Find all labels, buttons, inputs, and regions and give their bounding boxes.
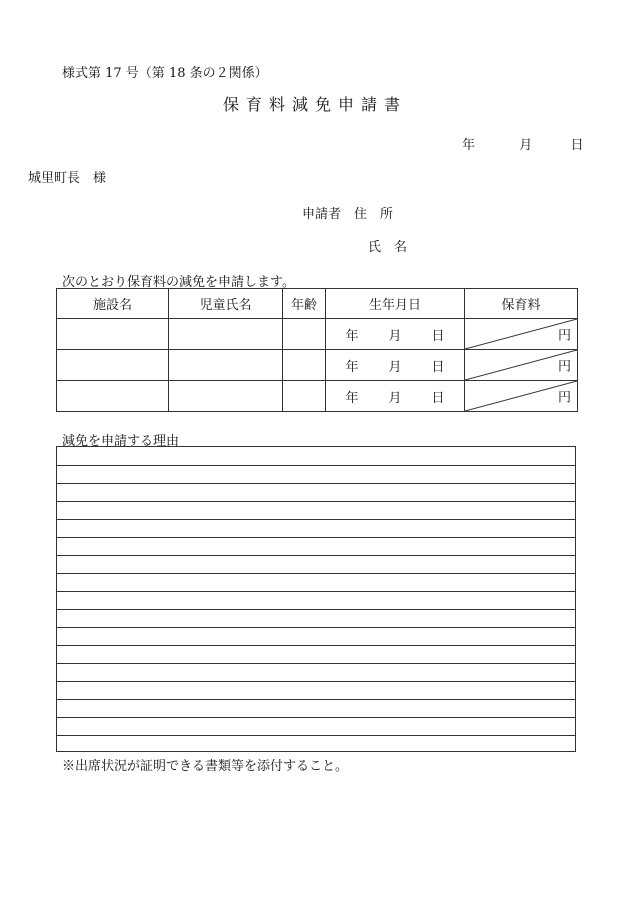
header-child-name: 児童氏名 [169, 289, 283, 319]
reason-ruled-line [57, 663, 575, 664]
document-title: 保育料減免申請書 [222, 95, 407, 114]
table-row [57, 350, 578, 381]
reason-ruled-line [57, 627, 575, 628]
reason-ruled-line [57, 645, 575, 646]
header-age: 年齢 [283, 289, 326, 319]
submission-date [462, 134, 584, 153]
table-header-row [57, 289, 578, 319]
birth-month-label: 月 [388, 390, 402, 406]
reason-ruled-line [57, 609, 575, 610]
birth-year-label: 年 [345, 328, 359, 344]
child-name-cell[interactable] [169, 350, 283, 381]
reason-writing-area[interactable] [56, 446, 576, 752]
fee-cell[interactable] [465, 350, 578, 381]
child-name-cell[interactable] [169, 381, 283, 412]
reason-ruled-line [57, 573, 575, 574]
birth-year-label: 年 [345, 359, 359, 375]
attachment-note: ※出席状況が証明できる書類等を添付すること。 [62, 759, 349, 774]
header-birthdate: 生年月日 [326, 289, 465, 319]
reason-ruled-line [57, 537, 575, 538]
reason-ruled-line [57, 519, 575, 520]
facility-cell[interactable] [57, 381, 169, 412]
fee-cell[interactable] [465, 381, 578, 412]
facility-cell[interactable] [57, 319, 169, 350]
reason-ruled-line [57, 483, 575, 484]
reason-ruled-line [57, 591, 575, 592]
table-row [57, 381, 578, 412]
birthdate-cell[interactable] [326, 319, 465, 350]
birth-year-label: 年 [345, 390, 359, 406]
date-month-label: 月 [519, 138, 533, 153]
birth-day-label: 日 [431, 390, 445, 406]
header-fee: 保育料 [465, 289, 578, 319]
applicant-address-label: 申請者 住 所 [302, 207, 394, 222]
reason-ruled-line [57, 465, 575, 466]
facility-cell[interactable] [57, 350, 169, 381]
reason-ruled-line [57, 555, 575, 556]
child-name-cell[interactable] [169, 319, 283, 350]
birth-month-label: 月 [388, 359, 402, 375]
reason-ruled-line [57, 699, 575, 700]
table-row [57, 319, 578, 350]
fee-unit-label: 円 [557, 390, 571, 406]
birth-day-label: 日 [431, 328, 445, 344]
fee-unit-label: 円 [557, 359, 571, 375]
date-day-label: 日 [570, 138, 584, 153]
age-cell[interactable] [283, 381, 326, 412]
fee-cell[interactable] [465, 319, 578, 350]
fee-table [56, 288, 578, 412]
addressee: 城里町長 様 [28, 171, 107, 186]
birth-month-label: 月 [388, 328, 402, 344]
reason-ruled-line [57, 681, 575, 682]
date-year-label: 年 [462, 138, 476, 153]
reason-label: 減免を申請する理由 [62, 434, 180, 449]
fee-unit-label: 円 [557, 328, 571, 344]
age-cell[interactable] [283, 319, 326, 350]
reason-ruled-line [57, 501, 575, 502]
birthdate-cell[interactable] [326, 381, 465, 412]
intro-text: 次のとおり保育料の減免を申請します。 [62, 275, 295, 290]
form-number: 様式第 17 号（第 18 条の２関係） [62, 66, 268, 81]
birth-day-label: 日 [431, 359, 445, 375]
applicant-name-label: 氏 名 [368, 240, 408, 255]
reason-ruled-line [57, 735, 575, 736]
birthdate-cell[interactable] [326, 350, 465, 381]
reason-ruled-line [57, 717, 575, 718]
age-cell[interactable] [283, 350, 326, 381]
header-facility: 施設名 [57, 289, 169, 319]
